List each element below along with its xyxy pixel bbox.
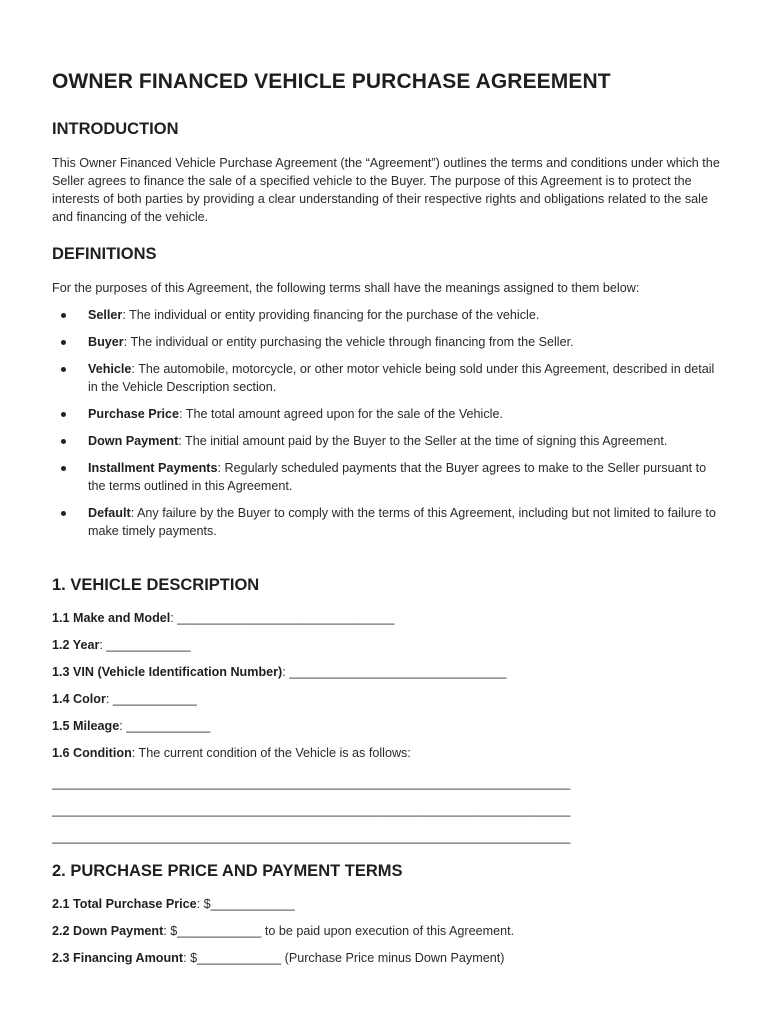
definition-text: : The individual or entity providing financing for the purchase of the vehicle. (122, 308, 540, 322)
definition-term: Default (88, 506, 131, 520)
field-label: 1.3 VIN (Vehicle Identification Number) (52, 665, 283, 679)
list-item (52, 360, 720, 396)
definitions-heading: DEFINITIONS (52, 245, 157, 263)
purchase-price-section (52, 862, 720, 976)
definitions-list (52, 306, 720, 540)
list-item (52, 405, 720, 423)
list-item (52, 432, 720, 450)
condition-blank-line[interactable]: __________________________________________________________________________ (52, 803, 571, 817)
bullet-icon (61, 313, 66, 318)
field-vin[interactable] (52, 663, 720, 681)
vehicle-description-section (52, 576, 720, 855)
field-blank: : $____________ (196, 897, 295, 911)
definition-text: : The individual or entity purchasing the vehicle through financing from the Seller. (123, 335, 574, 349)
field-label: 1.4 Color (52, 692, 106, 706)
vehicle-description-heading: 1. VEHICLE DESCRIPTION (52, 576, 260, 594)
field-color[interactable] (52, 690, 720, 708)
bullet-icon (61, 340, 66, 345)
definition-term: Vehicle (88, 362, 132, 376)
field-label: 1.6 Condition (52, 746, 132, 760)
field-blank: : $____________ to be paid upon execution of this Agreement. (163, 924, 515, 938)
definition-term: Installment Payments (88, 461, 218, 475)
list-item (52, 333, 720, 351)
bullet-icon (61, 367, 66, 372)
field-label: 1.1 Make and Model (52, 611, 171, 625)
bullet-icon (61, 511, 66, 516)
definitions-intro: For the purposes of this Agreement, the following terms shall have the meanings assigned to them below: (52, 281, 640, 295)
introduction-text: This Owner Financed Vehicle Purchase Agreement (the “Agreement”) outlines the terms and conditions under which the Seller agrees to finance the sale of a specified vehicle to the Buyer. The purpose of this Agreement is to protect the interests of both parties by providing a clear understanding of their respective rights and obligations related to the sale and financing of the vehicle. (52, 156, 720, 224)
field-year[interactable] (52, 636, 720, 654)
introduction-heading: INTRODUCTION (52, 120, 179, 138)
field-down-payment[interactable] (52, 922, 720, 940)
list-item (52, 459, 720, 495)
definitions-section (52, 245, 720, 549)
field-financing-amount[interactable] (52, 949, 720, 967)
definition-text: : Any failure by the Buyer to comply with the terms of this Agreement, including but not limited to failure to make timely payments. (88, 506, 716, 538)
definition-text: : The initial amount paid by the Buyer to the Seller at the time of signing this Agreement. (178, 434, 668, 448)
definition-text: : The automobile, motorcycle, or other motor vehicle being sold under this Agreement, described in detail in the Vehicle Description section. (88, 362, 715, 394)
definition-term: Down Payment (88, 434, 179, 448)
field-make-model[interactable] (52, 609, 720, 627)
field-blank: : ____________ (105, 692, 197, 706)
definition-term: Purchase Price (88, 407, 180, 421)
field-blank: : _______________________________ (282, 665, 507, 679)
field-total-purchase-price[interactable] (52, 895, 720, 913)
field-blank: : ____________ (99, 638, 191, 652)
bullet-icon (61, 412, 66, 417)
list-item (52, 306, 720, 324)
introduction-section (52, 120, 720, 226)
bullet-icon (61, 466, 66, 471)
bullet-icon (61, 439, 66, 444)
field-text: : The current condition of the Vehicle is as follows: (131, 746, 411, 760)
field-condition (52, 744, 720, 762)
field-label: 1.5 Mileage (52, 719, 120, 733)
field-label: 2.3 Financing Amount (52, 951, 184, 965)
purchase-price-heading: 2. PURCHASE PRICE AND PAYMENT TERMS (52, 862, 403, 880)
document-title: OWNER FINANCED VEHICLE PURCHASE AGREEMENT (52, 70, 611, 93)
field-label: 2.1 Total Purchase Price (52, 897, 197, 911)
definition-term: Buyer (88, 335, 124, 349)
definition-text: : Regularly scheduled payments that the Buyer agrees to make to the Seller pursuant to the terms outlined in this Agreement. (88, 461, 707, 493)
field-label: 1.2 Year (52, 638, 100, 652)
condition-blank-line[interactable]: __________________________________________________________________________ (52, 776, 571, 790)
condition-blank-line[interactable]: __________________________________________________________________________ (52, 830, 571, 844)
field-mileage[interactable] (52, 717, 720, 735)
definition-term: Seller (88, 308, 123, 322)
field-blank: : ____________ (119, 719, 211, 733)
list-item (52, 504, 720, 540)
field-blank: : $____________ (Purchase Price minus Down Payment) (183, 951, 505, 965)
field-label: 2.2 Down Payment (52, 924, 164, 938)
definition-text: : The total amount agreed upon for the sale of the Vehicle. (179, 407, 503, 421)
field-blank: : _______________________________ (170, 611, 395, 625)
